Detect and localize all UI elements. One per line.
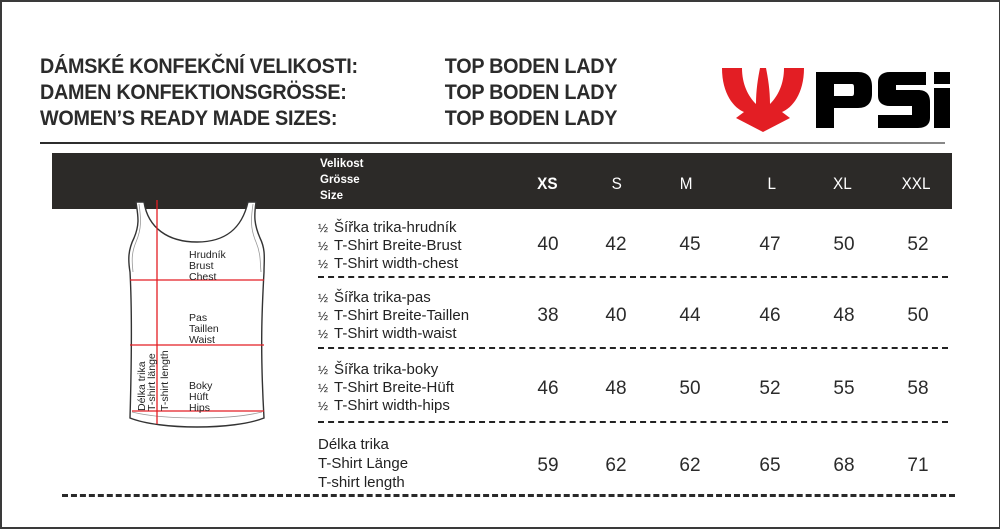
half-symbol: ½ [318, 399, 329, 413]
size-header-label [320, 156, 363, 204]
hips-s: 48 [605, 378, 627, 399]
desc-de: T-Shirt Breite-Hüft [334, 379, 455, 396]
waist-l: 46 [759, 305, 781, 326]
length-label-cz: Délka trika [136, 361, 148, 411]
waist-label [189, 313, 219, 346]
title-block [40, 53, 667, 131]
waist-label-de: Taillen [189, 323, 219, 335]
length-l: 65 [759, 455, 781, 476]
desc-de: T-Shirt Breite-Brust [334, 237, 462, 254]
hips-xl: 55 [833, 378, 855, 399]
desc-de: T-Shirt Breite-Taillen [334, 307, 470, 324]
chest-xl: 50 [833, 234, 855, 255]
row-divider [318, 421, 948, 423]
half-symbol: ½ [318, 221, 329, 235]
bottom-divider [62, 494, 955, 497]
desc-cz: Šířka trika-hrudník [334, 219, 457, 236]
length-m: 62 [679, 455, 701, 476]
length-xxl: 71 [907, 455, 929, 476]
size-xl: XL [833, 174, 852, 193]
size-m: M [679, 174, 693, 193]
length-label-de: T-shirt länge [146, 353, 158, 411]
hips-label-de: Hüft [189, 391, 209, 403]
row-chest-desc [318, 219, 462, 273]
half-symbol: ½ [318, 291, 329, 305]
row-length-desc [318, 435, 408, 492]
title-label: DÁMSKÉ KONFEKČNÍ VELIKOSTI: [40, 54, 358, 78]
row-hips-desc [318, 361, 454, 415]
desc-en: T-Shirt width-hips [334, 397, 450, 414]
half-symbol: ½ [318, 363, 329, 377]
title-label: WOMEN’S READY MADE SIZES: [40, 106, 338, 130]
size-l: L [767, 174, 776, 193]
desc-de: T-Shirt Länge [318, 455, 409, 472]
size-header-en: Size [320, 190, 344, 202]
desc-en: T-Shirt width-chest [334, 255, 459, 272]
waist-xxl: 50 [907, 305, 929, 326]
hips-label-cz: Boky [189, 380, 213, 392]
desc-cz: Šířka trika-pas [334, 289, 431, 306]
row-divider [318, 347, 948, 349]
title-product: TOP BODEN LADY [444, 54, 618, 78]
size-xs: XS [537, 174, 558, 193]
hips-xxl: 58 [907, 378, 929, 399]
title-product: TOP BODEN LADY [444, 80, 618, 104]
length-xs: 59 [537, 455, 559, 476]
chest-label-de: Brust [189, 260, 214, 272]
waist-m: 44 [679, 305, 701, 326]
chest-label-en: Chest [189, 271, 217, 283]
waist-label-cz: Pas [189, 312, 208, 324]
waist-xl: 48 [833, 305, 855, 326]
hips-xs: 46 [537, 378, 559, 399]
waist-xs: 38 [537, 305, 559, 326]
hips-label-en: Hips [189, 402, 211, 414]
title-label: DAMEN KONFEKTIONSGRÖSSE: [40, 80, 347, 104]
desc-en: T-Shirt width-waist [334, 325, 457, 342]
chest-m: 45 [679, 234, 701, 255]
length-s: 62 [605, 455, 627, 476]
row-waist-desc [318, 289, 469, 343]
waist-s: 40 [605, 305, 627, 326]
length-label-en: T-shirt length [159, 350, 171, 411]
chest-l: 47 [759, 234, 781, 255]
half-symbol: ½ [318, 257, 329, 271]
psi-logo-mark-icon [720, 66, 952, 132]
size-header-cz: Velikost [320, 158, 364, 170]
waist-label-en: Waist [189, 334, 215, 346]
chest-xs: 40 [537, 234, 559, 255]
chest-label [189, 250, 226, 283]
desc-cz: Délka trika [318, 436, 389, 453]
psi-logo [720, 66, 952, 132]
title-divider [40, 142, 945, 144]
chest-label-cz: Hrudník [189, 249, 226, 261]
title-line-cz [40, 53, 617, 79]
half-symbol: ½ [318, 381, 329, 395]
size-s: S [611, 174, 622, 193]
chest-xxl: 52 [907, 234, 929, 255]
size-xxl: XXL [901, 174, 931, 193]
length-xl: 68 [833, 455, 855, 476]
desc-en: T-shirt length [318, 474, 405, 491]
hips-m: 50 [679, 378, 701, 399]
row-divider [318, 276, 948, 278]
title-line-de [40, 79, 617, 105]
half-symbol: ½ [318, 239, 329, 253]
chest-s: 42 [605, 234, 627, 255]
title-product: TOP BODEN LADY [444, 106, 618, 130]
desc-cz: Šířka trika-boky [334, 361, 439, 378]
half-symbol: ½ [318, 327, 329, 341]
title-line-en [40, 105, 617, 131]
hips-l: 52 [759, 378, 781, 399]
size-header-de: Grösse [320, 174, 360, 186]
half-symbol: ½ [318, 309, 329, 323]
hips-label [189, 381, 212, 414]
